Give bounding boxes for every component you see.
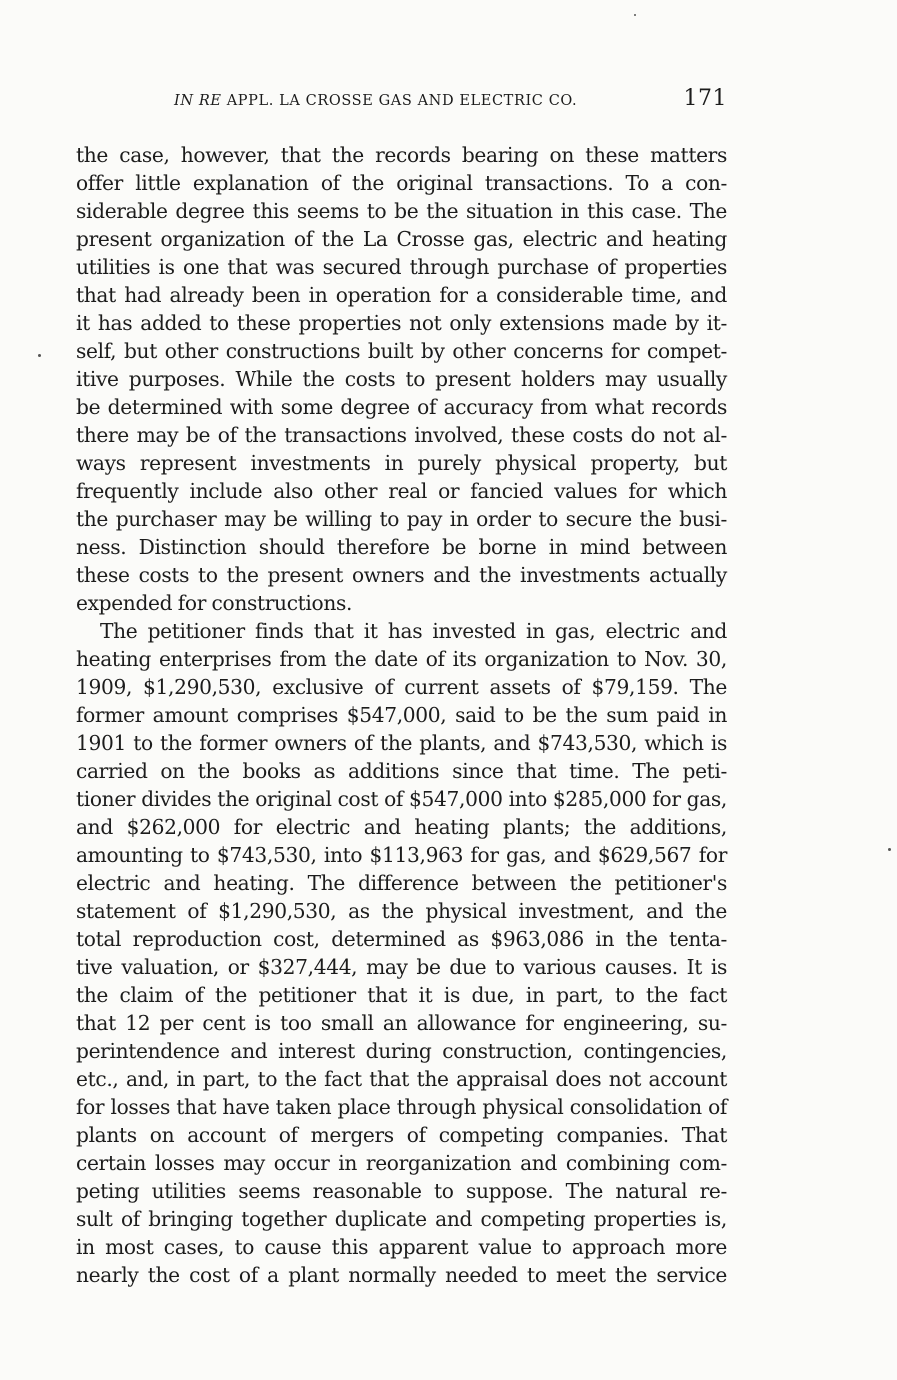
text-line: the purchaser may be willing to pay in order to secure the busi- <box>76 507 727 531</box>
text-line: carried on the books as additions since that time. The peti- <box>76 759 727 783</box>
text-line: sult of bringing together duplicate and competing properties is, <box>76 1207 727 1231</box>
text-line: be determined with some degree of accuracy from what records <box>76 395 727 419</box>
text-line: for losses that have taken place through physical consolidation of <box>76 1095 727 1119</box>
text-line: these costs to the present owners and the investments actually <box>76 563 727 587</box>
text-line: amounting to $743,530, into $113,963 for gas, and $629,567 for <box>76 843 727 867</box>
scan-speck <box>888 848 891 851</box>
text-line: tioner divides the original cost of $547,000 into $285,000 for gas, <box>76 787 727 811</box>
text-line: heating enterprises from the date of its organization to Nov. 30, <box>76 647 727 671</box>
text-line: siderable degree this seems to be the situation in this case. The <box>76 199 727 223</box>
text-line: tive valuation, or $327,444, may be due to various causes. It is <box>76 955 727 979</box>
text-line: total reproduction cost, determined as $963,086 in the tenta- <box>76 927 727 951</box>
text-line: that 12 per cent is too small an allowance for engineering, su- <box>76 1011 727 1035</box>
text-line: the case, however, that the records bearing on these matters <box>76 143 727 167</box>
text-line: plants on account of mergers of competing companies. That <box>76 1123 727 1147</box>
text-line: 1901 to the former owners of the plants, and $743,530, which is <box>76 731 727 755</box>
text-line: there may be of the transactions involved, these costs do not al- <box>76 423 727 447</box>
text-line: utilities is one that was secured through purchase of properties <box>76 255 727 279</box>
scan-speck <box>634 14 636 16</box>
text-line: present organization of the La Crosse gas, electric and heating <box>76 227 727 251</box>
text-line: certain losses may occur in reorganization and combining com- <box>76 1151 727 1175</box>
text-line: and $262,000 for electric and heating plants; the additions, <box>76 815 727 839</box>
text-line: expended for constructions. <box>76 591 353 615</box>
text-line: 1909, $1,290,530, exclusive of current assets of $79,159. The <box>76 675 727 699</box>
text-line: electric and heating. The difference between the petitioner's <box>76 871 727 895</box>
running-head-title-italic: IN RE <box>174 93 222 109</box>
text-line: The petitioner finds that it has invested in gas, electric and <box>100 619 727 643</box>
text-line: offer little explanation of the original transactions. To a con- <box>76 171 727 195</box>
text-line: nearly the cost of a plant normally needed to meet the service <box>76 1263 727 1287</box>
text-line: the claim of the petitioner that it is due, in part, to the fact <box>76 983 727 1007</box>
text-line: it has added to these properties not only extensions made by it- <box>76 311 727 335</box>
text-line: peting utilities seems reasonable to suppose. The natural re- <box>76 1179 727 1203</box>
page-number: 171 <box>683 86 727 111</box>
running-head <box>76 86 727 116</box>
running-head-title <box>174 93 577 109</box>
running-head-title-rest: APPL. LA CROSSE GAS AND ELECTRIC CO. <box>221 93 578 109</box>
text-line: former amount comprises $547,000, said to be the sum paid in <box>76 703 727 727</box>
text-line: in most cases, to cause this apparent value to approach more <box>76 1235 727 1259</box>
text-line: ness. Distinction should therefore be borne in mind between <box>76 535 727 559</box>
text-line: self, but other constructions built by other concerns for compet- <box>76 339 727 363</box>
text-line: perintendence and interest during construction, contingencies, <box>76 1039 727 1063</box>
text-line: statement of $1,290,530, as the physical investment, and the <box>76 899 727 923</box>
text-line: ways represent investments in purely physical property, but <box>76 451 727 475</box>
text-line: that had already been in operation for a considerable time, and <box>76 283 727 307</box>
text-line: frequently include also other real or fancied values for which <box>76 479 727 503</box>
text-line: etc., and, in part, to the fact that the appraisal does not account <box>76 1067 727 1091</box>
scan-speck <box>38 354 41 357</box>
text-line: itive purposes. While the costs to present holders may usually <box>76 367 727 391</box>
